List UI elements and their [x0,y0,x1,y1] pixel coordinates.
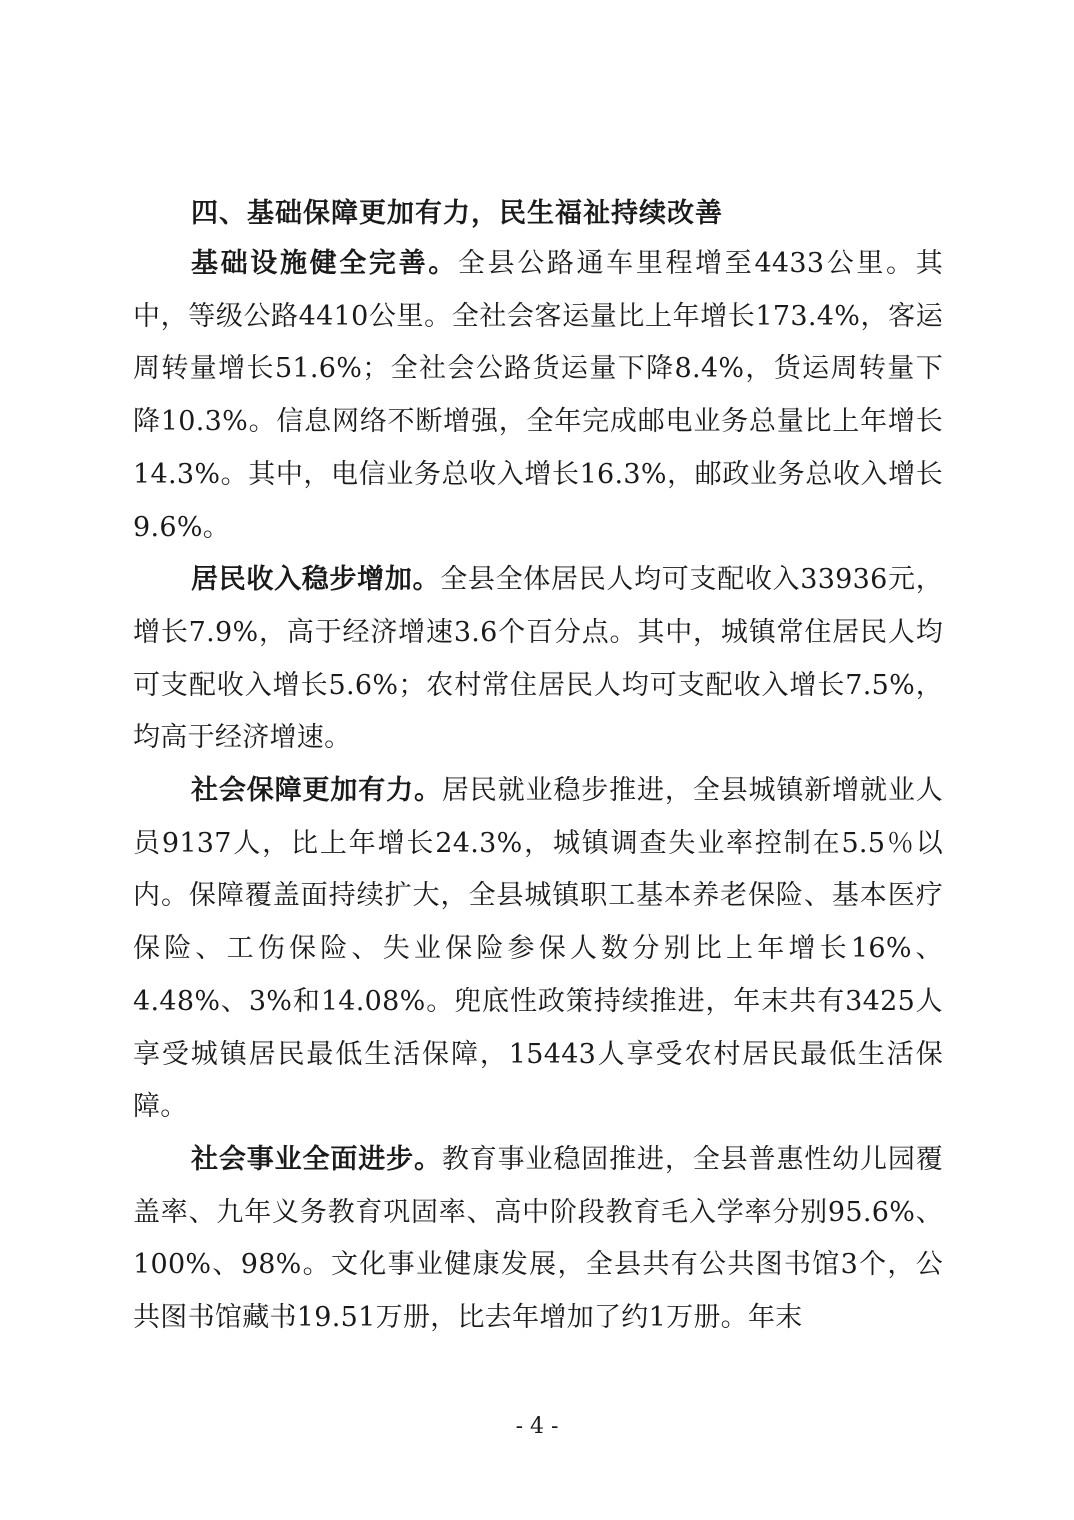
document-body [133,190,943,1345]
paragraph-text: 全县公路通车里程增至4433公里。其中，等级公路4410公里。全社会客运量比上年增长173.4%，客运周转量增长51.6%；全社会公路货运量下降8.4%，货运周转量下降10.3%。信息网络不断增强，全年完成邮电业务总量比上年增长14.3%。其中，电信业务总收入增长16.3%，邮政业务总收入增长9.6%。 [133,248,943,543]
paragraph-social-undertakings [133,1134,943,1345]
paragraph-income [133,554,943,765]
paragraph-text: 教育事业稳固推进，全县普惠性幼儿园覆盖率、九年义务教育巩固率、高中阶段教育毛入学率分别95.6%、100%、98%。文化事业健康发展，全县共有公共图书馆3个，公共图书馆藏书19.51万册，比去年增加了约1万册。年末 [133,1143,943,1334]
paragraph-text: 居民就业稳步推进，全县城镇新增就业人员9137人，比上年增长24.3%，城镇调查失业率控制在5.5％以内。保障覆盖面持续扩大，全县城镇职工基本养老保险、基本医疗保险、工伤保险、失业保险参保人数分别比上年增长16%、4.48%、3%和14.08%。兜底性政策持续推进，年末共有3425人享受城镇居民最低生活保障，15443人享受农村居民最低生活保障。 [133,775,943,1123]
page-number: - 4 - [515,1414,559,1439]
section-heading: 四、基础保障更加有力，民生福祉持续改善 [191,198,723,229]
paragraph-lead: 社会保障更加有力。 [191,775,442,807]
paragraph-lead: 基础设施健全完善。 [191,248,458,279]
paragraph-infrastructure [133,238,943,554]
paragraph-social-security [133,765,943,1134]
paragraph-lead: 社会事业全面进步。 [191,1143,442,1175]
paragraph-lead: 居民收入稳步增加。 [191,564,441,596]
paragraph-text: 全县全体居民人均可支配收入33936元，增长7.9%，高于经济增速3.6个百分点。其中，城镇常住居民人均可支配收入增长5.6%；农村常住居民人均可支配收入增长7.5%，均高于经济增速。 [133,564,944,754]
